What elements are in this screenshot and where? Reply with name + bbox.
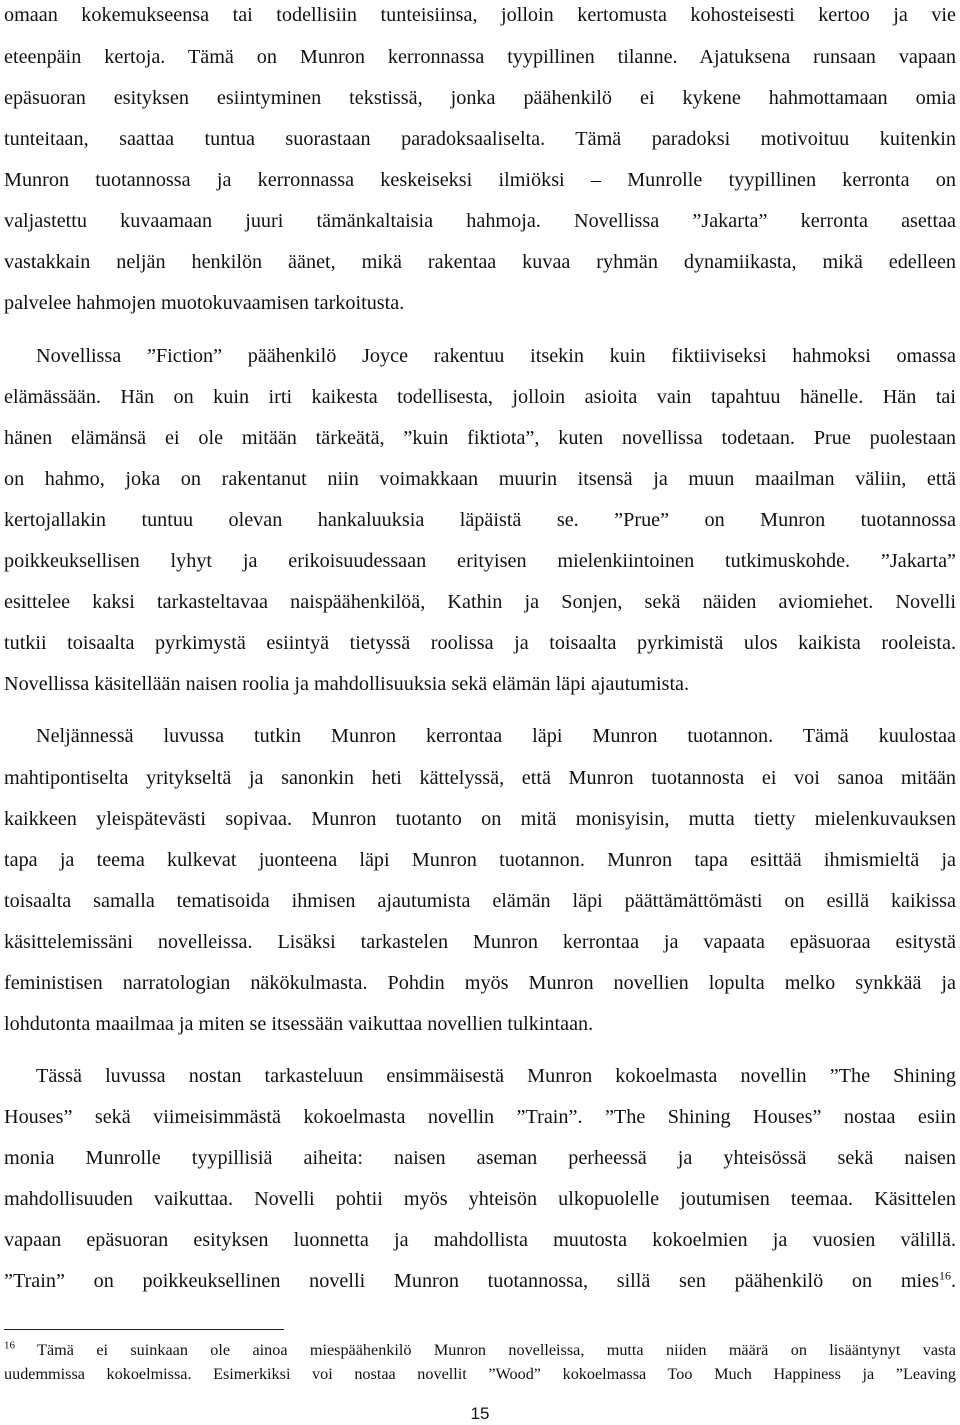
text-line: poikkeuksellisen lyhyt ja erikoisuudessaan erityisen mielenkiintoinen tutkimuskohde. ”Jakarta” (4, 550, 956, 572)
text-line: tunteitaan, saattaa tuntua suorastaan paradoksaaliselta. Tämä paradoksi motivoituu kuitenkin (4, 128, 956, 150)
footnote-divider (4, 1329, 284, 1330)
footnote-number: 16 (4, 1339, 15, 1352)
text-line: käsittelemissäni novelleissa. Lisäksi tarkastelen Munron kerrontaa ja vapaata epäsuoraa esitystä (4, 931, 956, 953)
text-line: tutkii toisaalta pyrkimystä esiintyä tietyssä roolissa ja toisaalta pyrkimistä ulos kaikista rooleista. (4, 632, 956, 654)
text-line: toisaalta samalla tematisoida ihmisen ajautumista elämän läpi päättämättömästi on esillä kaikissa (4, 890, 956, 912)
text-line: on hahmo, joka on rakentanut niin voimakkaan muurin itsensä ja muun maailman väliin, että (4, 468, 956, 490)
text-line: vapaan epäsuoran esityksen luonnetta ja mahdollista muutosta kokoelmien ja vuosien välillä. (4, 1229, 956, 1251)
text-line: Houses” sekä viimeisimmästä kokoelmasta novellin ”Train”. ”The Shining Houses” nostaa esiin (4, 1106, 956, 1128)
text-line: mahtipontiselta yritykseltä ja sanonkin heti kättelyssä, että Munron tuotannosta ei voi sanoa mitään (4, 767, 956, 789)
text-line: palvelee hahmojen muotokuvaamisen tarkoitusta. (4, 292, 405, 314)
text-line: eteenpäin kertoja. Tämä on Munron kerronnassa tyypillinen tilanne. Ajatuksena runsaan vapaan (4, 46, 956, 68)
text-line: valjastettu kuvaamaan juuri tämänkaltaisia hahmoja. Novellissa ”Jakarta” kerronta asettaa (4, 210, 956, 232)
text-line: Munron tuotannossa ja kerronnassa keskeiseksi ilmiöksi – Munrolle tyypillinen kerronta on (4, 169, 956, 191)
text-line: Tässä luvussa nostan tarkasteluun ensimmäisestä Munron kokoelmasta novellin ”The Shining (36, 1065, 956, 1087)
text-line: vastakkain neljän henkilön äänet, mikä rakentaa kuvaa ryhmän dynamiikasta, mikä edelleen (4, 251, 956, 273)
sentence-end: . (950, 1270, 956, 1292)
text-line: lohdutonta maailmaa ja miten se itsessään vaikuttaa novellien tulkintaan. (4, 1013, 594, 1035)
text-line: kaikkeen yleispätevästi sopivaa. Munron tuotanto on mitä monisyisin, mutta tietty mielenkuvauksen (4, 808, 956, 830)
text-line: feministisen narratologian näkökulmasta. Pohdin myös Munron novellien lopulta melko synkkää ja (4, 972, 956, 994)
text-line: elämässään. Hän on kuin irti kaikesta todellisesta, jolloin asioita vain tapahtuu hänelle. Hän tai (4, 386, 956, 408)
footnote-text: Tämä ei suinkaan ole ainoa miespäähenkilö Munron novelleissa, mutta niiden määrä on lisääntynyt vasta (37, 1341, 956, 1359)
footnote-line: uudemmissa kokoelmissa. Esimerkiksi voi nostaa novellit ”Wood” kokoelmassa Too Much Happiness ja ”Leaving (4, 1365, 956, 1383)
text-line: epäsuoran esityksen esiintyminen tekstissä, jonka päähenkilö ei kykene hahmottamaan omia (4, 87, 956, 109)
text-line: Novellissa ”Fiction” päähenkilö Joyce rakentuu itsekin kuin fiktiiviseksi hahmoksi omassa (36, 345, 956, 367)
text-line (4, 1269, 956, 1293)
text-line: esittelee kaksi tarkasteltavaa naispäähenkilöä, Kathin ja Sonjen, sekä näiden aviomiehet. Novelli (4, 591, 956, 613)
text-line: omaan kokemukseensa tai todellisiin tunteisiinsa, jolloin kertomusta kohosteisesti kertoo ja vie (4, 4, 956, 26)
footnote-reference[interactable]: 16 (938, 1268, 951, 1283)
text-line: hänen elämänsä ei ole mitään tärkeätä, ”kuin fiktiota”, kuten novellissa todetaan. Prue puolestaan (4, 427, 956, 449)
text-line: Neljännessä luvussa tutkin Munron kerrontaa läpi Munron tuotannon. Tämä kuulostaa (36, 725, 956, 747)
text-line: mahdollisuuden vaikuttaa. Novelli pohtii myös yhteisön ulkopuolelle joutumisen teemaa. Käsittelen (4, 1188, 956, 1210)
footnote-line (4, 1340, 956, 1360)
text-line: monia Munrolle tyypillisiä aiheita: naisen aseman perheessä ja yhteisössä sekä naisen (4, 1147, 956, 1169)
text-line: kertojallakin tuntuu olevan hankaluuksia läpäistä se. ”Prue” on Munron tuotannossa (4, 509, 956, 531)
text-line: tapa ja teema kulkevat juonteena läpi Munron tuotannon. Munron tapa esittää ihmismieltä ja (4, 849, 956, 871)
text-line: Novellissa käsitellään naisen roolia ja mahdollisuuksia sekä elämän läpi ajautumista. (4, 673, 690, 695)
text-line-content: ”Train” on poikkeuksellinen novelli Munron tuotannossa, sillä sen päähenkilö on mies (4, 1270, 939, 1292)
page-number: 15 (470, 1404, 490, 1423)
